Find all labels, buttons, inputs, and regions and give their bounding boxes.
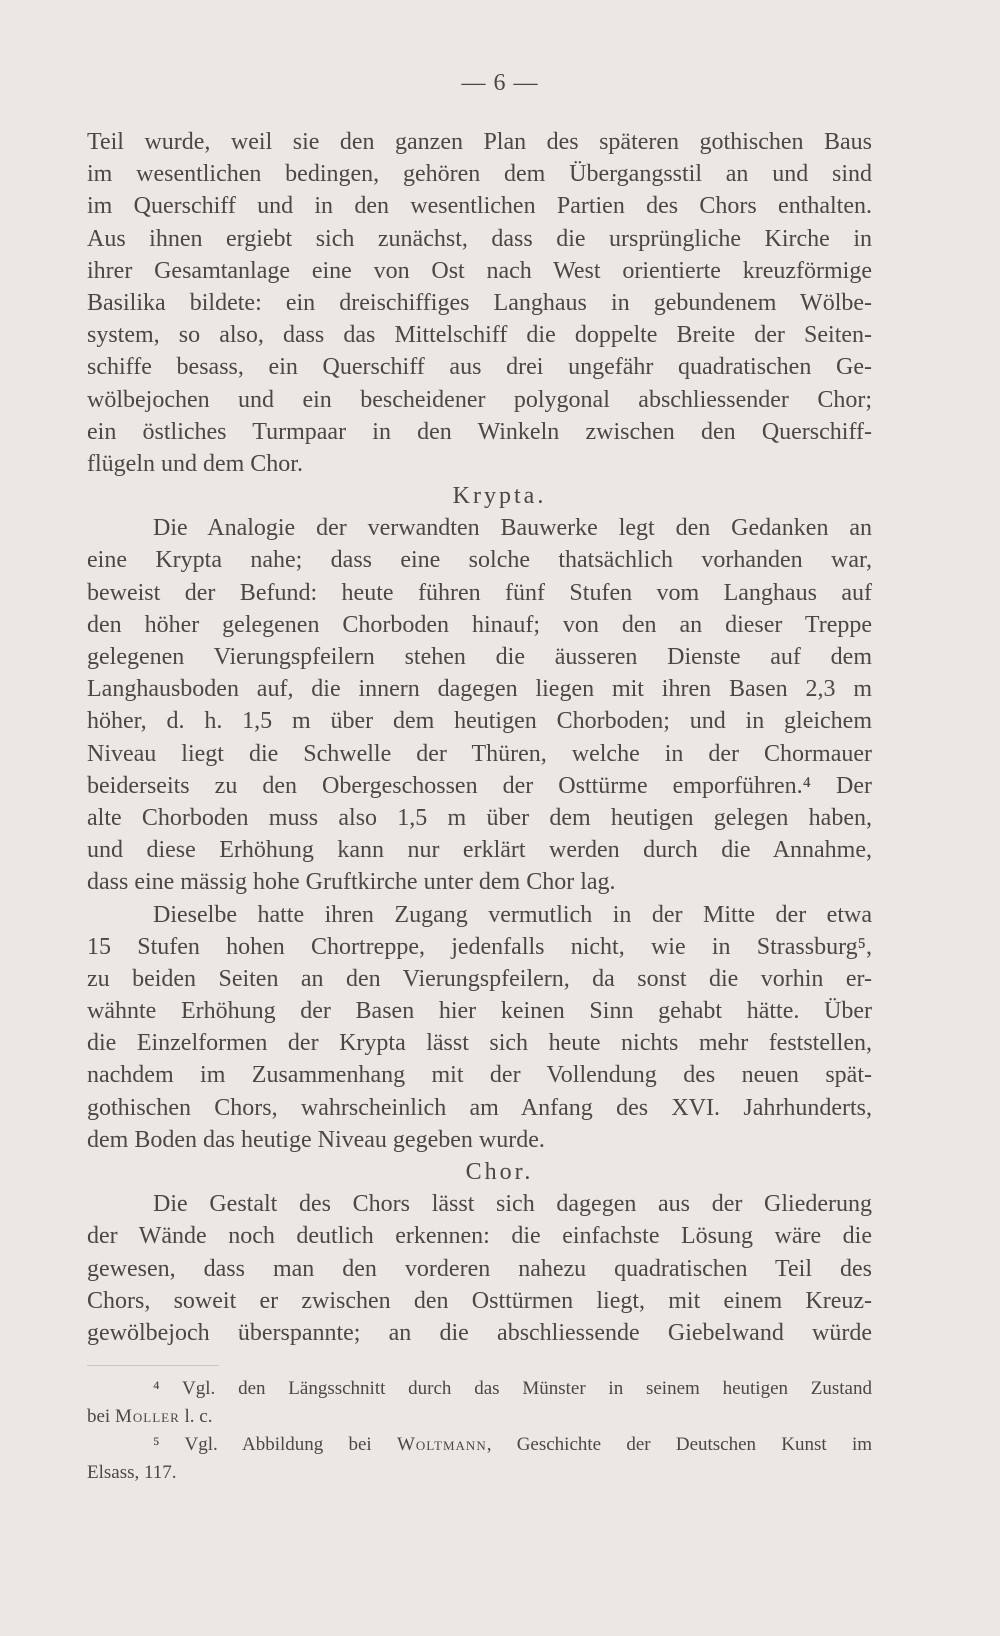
footnote-5-text-suffix: , Geschichte der Deutschen Kunst im [486, 1434, 872, 1455]
footnote-5-line-2 [87, 1459, 872, 1487]
krypta-line: beweist der Befund: heute führen fünf Stufen vom Langhaus auf [87, 579, 872, 606]
krypta-line: 15 Stufen hohen Chortreppe, jedenfalls nicht, wie in Strassburg⁵, [87, 933, 872, 960]
section-chor-text [87, 1188, 872, 1349]
krypta-line: dass eine mässig hohe Gruftkirche unter dem Chor lag. [87, 869, 616, 896]
footnote-5-author: Woltmann [396, 1434, 487, 1455]
footnote-divider [87, 1365, 219, 1366]
krypta-line: Langhausboden auf, die innern dagegen liegen mit ihren Basen 2,3 m [87, 676, 872, 703]
intro-line: im wesentlichen bedingen, gehören dem Übergangsstil an und sind [87, 161, 872, 188]
main-text [87, 126, 872, 1349]
section-heading-chor: Chor. [465, 1159, 534, 1185]
intro-line: Basilika bildete: ein dreischiffiges Langhaus in gebundenem Wölbe- [87, 289, 872, 316]
intro-line: system, so also, dass das Mittelschiff die doppelte Breite der Seiten- [87, 322, 872, 349]
intro-line: flügeln und dem Chor. [87, 450, 303, 477]
paragraph-intro [87, 126, 872, 480]
krypta-line: den höher gelegenen Chorboden hinauf; von den an dieser Treppe [87, 611, 872, 638]
footnote-4-line-1 [87, 1375, 872, 1403]
footnote-5-text-prefix: ⁵ Vgl. Abbildung bei [153, 1434, 397, 1455]
krypta-line: dem Boden das heutige Niveau gegeben wurde. [87, 1126, 545, 1153]
footnote-5-line-1 [87, 1431, 872, 1459]
section-heading-krypta: Krypta. [452, 483, 547, 510]
chor-line: der Wände noch deutlich erkennen: die einfachste Lösung wäre die [87, 1223, 872, 1250]
krypta-line: und diese Erhöhung kann nur erklärt werden durch die Annahme, [87, 837, 872, 864]
footnote-4-author: Moller [114, 1406, 180, 1427]
krypta-line: gelegenen Vierungspfeilern stehen die äusseren Dienste auf dem [87, 644, 872, 670]
page-number: — 6 — [461, 70, 539, 96]
intro-line: ein östliches Turmpaar in den Winkeln zwischen den Querschiff- [87, 418, 872, 445]
intro-line: Aus ihnen ergiebt sich zunächst, dass die ursprüngliche Kirche in [87, 225, 872, 252]
krypta-line: alte Chorboden muss also 1,5 m über dem heutigen gelegen haben, [87, 804, 872, 831]
footnote-4-text: ⁴ Vgl. den Längsschnitt durch das Münster in seinem heutigen Zustand [153, 1378, 872, 1399]
chor-line: gewölbejoch überspannte; an die abschliessende Giebelwand würde [87, 1319, 872, 1346]
intro-line: Teil wurde, weil sie den ganzen Plan des späteren gothischen Baus [87, 129, 872, 155]
chor-line: Die Gestalt des Chors lässt sich dagegen aus der Gliederung [153, 1191, 872, 1218]
chor-line: Chors, soweit er zwischen den Osttürmen liegt, mit einem Kreuz- [87, 1287, 872, 1314]
chor-line: gewesen, dass man den vorderen nahezu quadratischen Teil des [87, 1255, 872, 1282]
footnote-4-text-prefix: bei [87, 1406, 115, 1427]
krypta-line: Dieselbe hatte ihren Zugang vermutlich in der Mitte der etwa [153, 901, 872, 928]
krypta-line: nachdem im Zusammenhang mit der Vollendung des neuen spät- [87, 1062, 872, 1089]
krypta-line: Die Analogie der verwandten Bauwerke legt den Gedanken an [153, 515, 872, 542]
footnote-4-text-suffix: l. c. [179, 1406, 213, 1427]
footnote-4-line-2 [87, 1403, 872, 1431]
intro-line: wölbejochen und ein bescheidener polygonal abschliessender Chor; [87, 386, 872, 413]
krypta-line: zu beiden Seiten an den Vierungspfeilern, da sonst die vorhin er- [87, 965, 872, 992]
krypta-line: höher, d. h. 1,5 m über dem heutigen Chorboden; und in gleichem [87, 708, 872, 735]
krypta-line: Niveau liegt die Schwelle der Thüren, welche in der Chormauer [87, 740, 872, 767]
intro-line: im Querschiff und in den wesentlichen Partien des Chors enthalten. [87, 193, 872, 220]
footnote-5-text-end: Elsass, 117. [87, 1462, 177, 1483]
intro-line: ihrer Gesamtanlage eine von Ost nach West orientierte kreuzförmige [87, 257, 872, 284]
intro-line: schiffe besass, ein Querschiff aus drei ungefähr quadratischen Ge- [87, 354, 872, 381]
krypta-line: wähnte Erhöhung der Basen hier keinen Sinn gehabt hätte. Über [87, 998, 872, 1025]
footnotes [87, 1375, 872, 1487]
krypta-line: die Einzelformen der Krypta lässt sich heute nichts mehr feststellen, [87, 1030, 872, 1057]
krypta-line: beiderseits zu den Obergeschossen der Osttürme emporführen.⁴ Der [87, 772, 872, 799]
krypta-line: gothischen Chors, wahrscheinlich am Anfang des XVI. Jahrhunderts, [87, 1094, 872, 1121]
krypta-line: eine Krypta nahe; dass eine solche thatsächlich vorhanden war, [87, 547, 872, 574]
section-krypta-text [87, 512, 872, 1156]
